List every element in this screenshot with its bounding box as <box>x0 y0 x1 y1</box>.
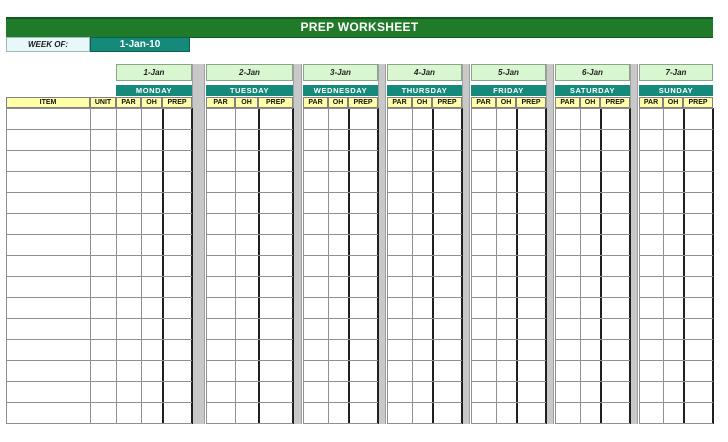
grid-row-line <box>639 318 713 319</box>
prep-column-border <box>292 108 294 424</box>
column-header-par: PAR <box>116 97 141 108</box>
day-name-friday: FRIDAY <box>471 85 546 96</box>
prep-column-border <box>600 108 602 424</box>
grid-row-line <box>206 213 293 214</box>
day-separator <box>192 64 205 424</box>
grid-row-line <box>6 423 116 424</box>
grid-row-line <box>639 150 713 151</box>
grid-row-line <box>639 213 713 214</box>
grid-row-line <box>303 402 378 403</box>
grid-row-line <box>206 423 293 424</box>
column-header-oh: OH <box>412 97 432 108</box>
grid-row-line <box>555 360 630 361</box>
grid-row-line <box>206 318 293 319</box>
item-cell[interactable] <box>7 193 89 213</box>
prep-column-border <box>545 108 547 424</box>
grid-row-line <box>555 171 630 172</box>
grid-row-line <box>471 276 546 277</box>
day-name-thursday: THURSDAY <box>387 85 462 96</box>
grid-row-line <box>387 402 462 403</box>
prep-column-border <box>162 108 164 424</box>
column-header-par: PAR <box>387 97 412 108</box>
day-separator <box>293 64 302 424</box>
grid-row-line <box>639 381 713 382</box>
column-header-prep: PREP <box>683 97 713 108</box>
grid-column-line <box>328 108 329 424</box>
grid-row-line <box>206 234 293 235</box>
grid-row-line <box>387 276 462 277</box>
day-date-monday: 1-Jan <box>116 64 192 81</box>
unit-cell[interactable] <box>91 403 115 423</box>
unit-cell[interactable] <box>91 361 115 381</box>
grid-row-line <box>387 150 462 151</box>
grid-row-line <box>471 192 546 193</box>
grid-row-line <box>116 108 192 109</box>
grid-row-line <box>471 402 546 403</box>
item-cell[interactable] <box>7 382 89 402</box>
day-name-monday: MONDAY <box>116 85 192 96</box>
column-header-unit: UNIT <box>90 97 116 108</box>
grid-row-line <box>206 192 293 193</box>
grid-row-line <box>471 108 546 109</box>
item-cell[interactable] <box>7 403 89 423</box>
grid-row-line <box>303 276 378 277</box>
column-header-par: PAR <box>206 97 235 108</box>
column-header-item: ITEM <box>6 97 90 108</box>
grid-row-line <box>471 150 546 151</box>
grid-row-line <box>387 360 462 361</box>
unit-cell[interactable] <box>91 214 115 234</box>
prep-column-border <box>258 108 260 424</box>
grid-row-line <box>387 255 462 256</box>
grid-row-line <box>116 423 192 424</box>
grid-row-line <box>116 192 192 193</box>
day-name-wednesday: WEDNESDAY <box>303 85 378 96</box>
grid-row-line <box>555 108 630 109</box>
grid-row-line <box>303 318 378 319</box>
grid-row-line <box>206 171 293 172</box>
grid-row-line <box>387 192 462 193</box>
grid-row-line <box>387 171 462 172</box>
grid-row-line <box>639 360 713 361</box>
grid-column-line <box>235 108 236 424</box>
grid-row-line <box>116 360 192 361</box>
item-cell[interactable] <box>7 235 89 255</box>
column-header-prep: PREP <box>348 97 378 108</box>
column-header-par: PAR <box>555 97 580 108</box>
grid-column-line <box>555 108 556 424</box>
unit-cell[interactable] <box>91 382 115 402</box>
day-name-sunday: SUNDAY <box>639 85 713 96</box>
grid-row-line <box>639 192 713 193</box>
column-header-prep: PREP <box>600 97 630 108</box>
grid-column-line <box>471 108 472 424</box>
grid-row-line <box>471 255 546 256</box>
week-of-value[interactable]: 1-Jan-10 <box>90 37 190 52</box>
prep-column-border <box>461 108 463 424</box>
grid-row-line <box>639 276 713 277</box>
grid-row-line <box>206 339 293 340</box>
column-header-prep: PREP <box>516 97 546 108</box>
column-header-par: PAR <box>303 97 328 108</box>
grid-row-line <box>555 381 630 382</box>
grid-column-line <box>580 108 581 424</box>
day-date-friday: 5-Jan <box>471 64 546 81</box>
grid-row-line <box>471 339 546 340</box>
column-header-oh: OH <box>580 97 600 108</box>
grid-row-line <box>303 381 378 382</box>
unit-cell[interactable] <box>91 109 115 129</box>
grid-row-line <box>639 234 713 235</box>
grid-row-line <box>206 402 293 403</box>
grid-row-line <box>639 423 713 424</box>
grid-row-line <box>639 297 713 298</box>
grid-row-line <box>639 339 713 340</box>
grid-row-line <box>303 108 378 109</box>
grid-row-line <box>116 171 192 172</box>
grid-row-line <box>206 129 293 130</box>
grid-row-line <box>116 339 192 340</box>
grid-row-line <box>116 297 192 298</box>
grid-row-line <box>116 402 192 403</box>
unit-cell[interactable] <box>91 277 115 297</box>
column-header-oh: OH <box>235 97 258 108</box>
grid-row-line <box>555 276 630 277</box>
grid-row-line <box>206 276 293 277</box>
item-cell[interactable] <box>7 319 89 339</box>
grid-row-line <box>555 297 630 298</box>
unit-cell[interactable] <box>91 319 115 339</box>
unit-cell[interactable] <box>91 193 115 213</box>
grid-row-line <box>555 402 630 403</box>
grid-row-line <box>206 255 293 256</box>
grid-row-line <box>116 318 192 319</box>
grid-row-line <box>116 381 192 382</box>
grid-row-line <box>471 381 546 382</box>
day-separator <box>378 64 386 424</box>
grid-row-line <box>116 150 192 151</box>
day-separator <box>630 64 638 424</box>
grid-row-line <box>116 276 192 277</box>
unit-cell[interactable] <box>91 151 115 171</box>
grid-row-line <box>471 171 546 172</box>
grid-row-line <box>303 150 378 151</box>
grid-row-line <box>639 129 713 130</box>
grid-row-line <box>387 318 462 319</box>
grid-row-line <box>555 129 630 130</box>
column-header-par: PAR <box>471 97 496 108</box>
grid-row-line <box>639 255 713 256</box>
column-header-par: PAR <box>639 97 663 108</box>
day-separator <box>546 64 554 424</box>
prep-column-border <box>683 108 685 424</box>
unit-cell[interactable] <box>91 298 115 318</box>
grid-row-line <box>303 423 378 424</box>
column-header-oh: OH <box>496 97 516 108</box>
unit-cell[interactable] <box>91 256 115 276</box>
grid-row-line <box>555 213 630 214</box>
grid-row-line <box>471 234 546 235</box>
grid-row-line <box>387 129 462 130</box>
grid-row-line <box>387 297 462 298</box>
grid-row-line <box>387 381 462 382</box>
grid-row-line <box>116 234 192 235</box>
title-bar <box>6 17 713 38</box>
prep-column-border <box>712 108 714 424</box>
item-cell[interactable] <box>7 109 89 129</box>
prep-column-border <box>516 108 518 424</box>
item-cell[interactable] <box>7 256 89 276</box>
grid-row-line <box>303 360 378 361</box>
unit-cell[interactable] <box>91 130 115 150</box>
item-cell[interactable] <box>7 340 89 360</box>
grid-row-line <box>303 213 378 214</box>
item-cell[interactable] <box>7 361 89 381</box>
column-header-oh: OH <box>141 97 162 108</box>
grid-column-line <box>387 108 388 424</box>
grid-row-line <box>471 297 546 298</box>
grid-row-line <box>555 255 630 256</box>
grid-row-line <box>471 213 546 214</box>
grid-row-line <box>387 108 462 109</box>
grid-row-line <box>471 423 546 424</box>
grid-row-line <box>387 213 462 214</box>
column-header-oh: OH <box>328 97 348 108</box>
grid-row-line <box>303 171 378 172</box>
item-cell[interactable] <box>7 151 89 171</box>
day-date-wednesday: 3-Jan <box>303 64 378 81</box>
grid-row-line <box>387 234 462 235</box>
column-header-prep: PREP <box>258 97 293 108</box>
item-cell[interactable] <box>7 214 89 234</box>
item-cell[interactable] <box>7 277 89 297</box>
column-header-oh: OH <box>663 97 683 108</box>
grid-row-line <box>206 150 293 151</box>
prep-column-border <box>629 108 631 424</box>
grid-column-line <box>639 108 640 424</box>
grid-column-line <box>496 108 497 424</box>
grid-row-line <box>387 423 462 424</box>
grid-row-line <box>303 192 378 193</box>
grid-row-line <box>471 360 546 361</box>
grid-row-line <box>303 129 378 130</box>
grid-column-line <box>206 108 207 424</box>
grid-row-line <box>555 423 630 424</box>
grid-row-line <box>555 318 630 319</box>
day-date-thursday: 4-Jan <box>387 64 462 81</box>
grid-column-line <box>412 108 413 424</box>
grid-column-line <box>141 108 142 424</box>
prep-column-border <box>377 108 379 424</box>
grid-row-line <box>639 108 713 109</box>
page-title: PREP WORKSHEET <box>300 20 419 34</box>
grid-row-line <box>303 297 378 298</box>
day-separator <box>462 64 470 424</box>
grid-row-line <box>555 234 630 235</box>
day-name-tuesday: TUESDAY <box>206 85 293 96</box>
day-name-saturday: SATURDAY <box>555 85 630 96</box>
week-of-label: WEEK OF: <box>6 37 90 52</box>
grid-row-line <box>639 402 713 403</box>
grid-row-line <box>206 360 293 361</box>
prep-column-border <box>191 108 193 424</box>
grid-row-line <box>206 297 293 298</box>
unit-cell[interactable] <box>91 235 115 255</box>
grid-row-line <box>206 381 293 382</box>
day-date-tuesday: 2-Jan <box>206 64 293 81</box>
grid-row-line <box>471 318 546 319</box>
grid-row-line <box>303 339 378 340</box>
column-header-prep: PREP <box>162 97 192 108</box>
grid-row-line <box>303 234 378 235</box>
item-cell[interactable] <box>7 130 89 150</box>
grid-row-line <box>387 339 462 340</box>
day-date-saturday: 6-Jan <box>555 64 630 81</box>
grid-row-line <box>116 213 192 214</box>
item-cell[interactable] <box>7 172 89 192</box>
grid-row-line <box>555 339 630 340</box>
grid-row-line <box>555 192 630 193</box>
day-date-sunday: 7-Jan <box>639 64 713 81</box>
grid-row-line <box>206 108 293 109</box>
grid-row-line <box>555 150 630 151</box>
prep-column-border <box>432 108 434 424</box>
grid-column-line <box>303 108 304 424</box>
grid-row-line <box>471 129 546 130</box>
item-cell[interactable] <box>7 298 89 318</box>
column-header-prep: PREP <box>432 97 462 108</box>
unit-cell[interactable] <box>91 340 115 360</box>
unit-cell[interactable] <box>91 172 115 192</box>
grid-row-line <box>639 171 713 172</box>
grid-row-line <box>303 255 378 256</box>
grid-column-line <box>116 108 117 424</box>
grid-row-line <box>116 255 192 256</box>
prep-column-border <box>348 108 350 424</box>
grid-column-line <box>663 108 664 424</box>
grid-row-line <box>116 129 192 130</box>
